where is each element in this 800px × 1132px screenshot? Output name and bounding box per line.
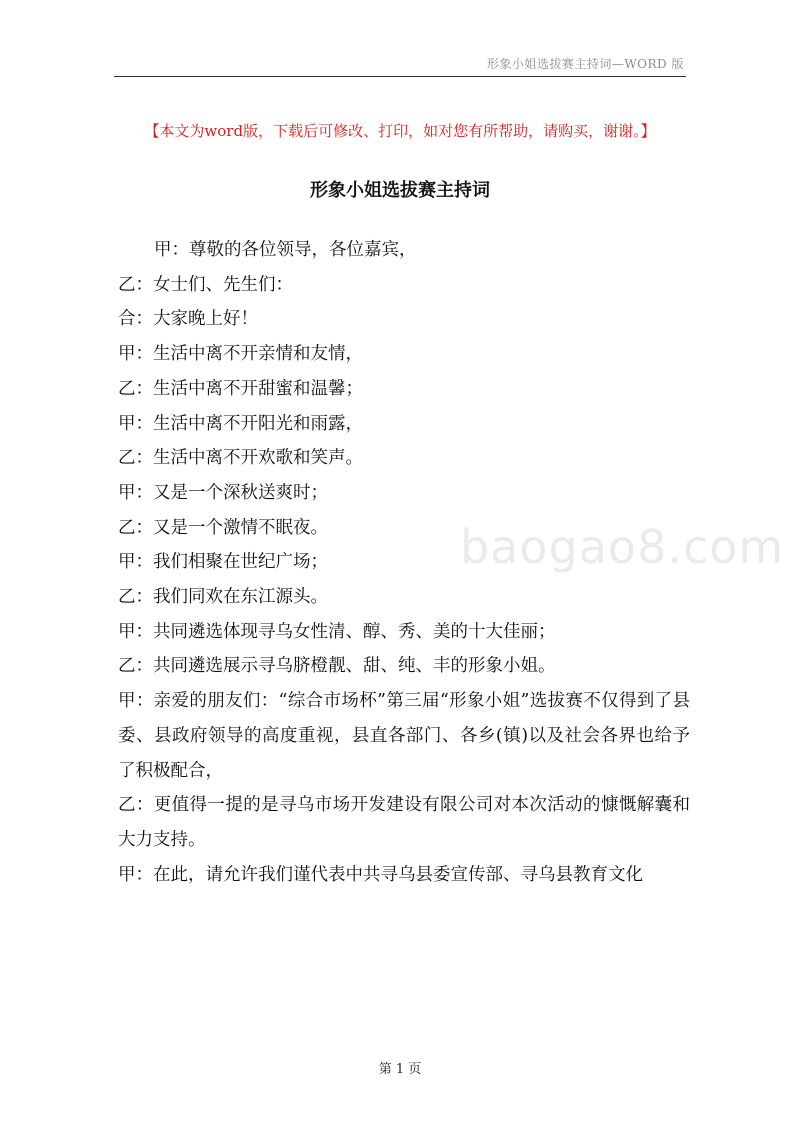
page-number: 第 1 页 (378, 1062, 422, 1077)
running-header: 形象小姐选拔赛主持词—WORD 版 (486, 57, 684, 71)
paragraph: 甲：生活中离不开亲情和友情， (118, 344, 363, 365)
paragraph: 乙：女士们、先生们： (118, 274, 293, 295)
paragraph: 乙：生活中离不开甜蜜和温馨； (118, 378, 363, 399)
paragraph: 乙：共同遴选展示寻乌脐橙靓、甜、纯、丰的形象小姐。 (118, 656, 556, 677)
paragraph: 甲：我们相聚在世纪广场； (118, 552, 328, 573)
paragraph: 甲：共同遴选体现寻乌女性清、醇、秀、美的十大佳丽； (118, 621, 556, 642)
paragraph: 乙：生活中离不开欢歌和笑声。 (118, 448, 363, 469)
document-title: 形象小姐选拔赛主持词 (310, 180, 490, 201)
paragraph: 甲：尊敬的各位领导，各位嘉宾， (154, 240, 417, 260)
purchase-notice: 【本文为word版，下载后可修改、打印，如对您有所帮助，请购买，谢谢。】 (144, 122, 656, 140)
paragraph: 乙：更值得一提的是寻乌市场开发建设有限公司对本次活动的慷慨解囊和大力支持。 (118, 795, 690, 850)
header-divider (114, 76, 686, 77)
paragraph: 甲：生活中离不开阳光和雨露， (118, 413, 363, 434)
paragraph: 乙：又是一个激情不眠夜。 (118, 517, 328, 538)
paragraph: 合：大家晚上好！ (118, 309, 258, 330)
paragraph: 甲：亲爱的朋友们：“综合市场杯”第三届“形象小姐”选拔赛不仅得到了县委、县政府领导的高度重视，县直各部门、各乡(镇)以及社会各界也给予了积极配合， (118, 691, 690, 781)
watermark: baogao8.com (460, 520, 785, 574)
document-body (118, 233, 690, 892)
paragraph: 甲：又是一个深秋送爽时； (118, 482, 328, 503)
paragraph: 乙：我们同欢在东江源头。 (118, 587, 328, 608)
paragraph: 甲：在此，请允许我们谨代表中共寻乌县委宣传部、寻乌县教育文化 (118, 864, 643, 885)
